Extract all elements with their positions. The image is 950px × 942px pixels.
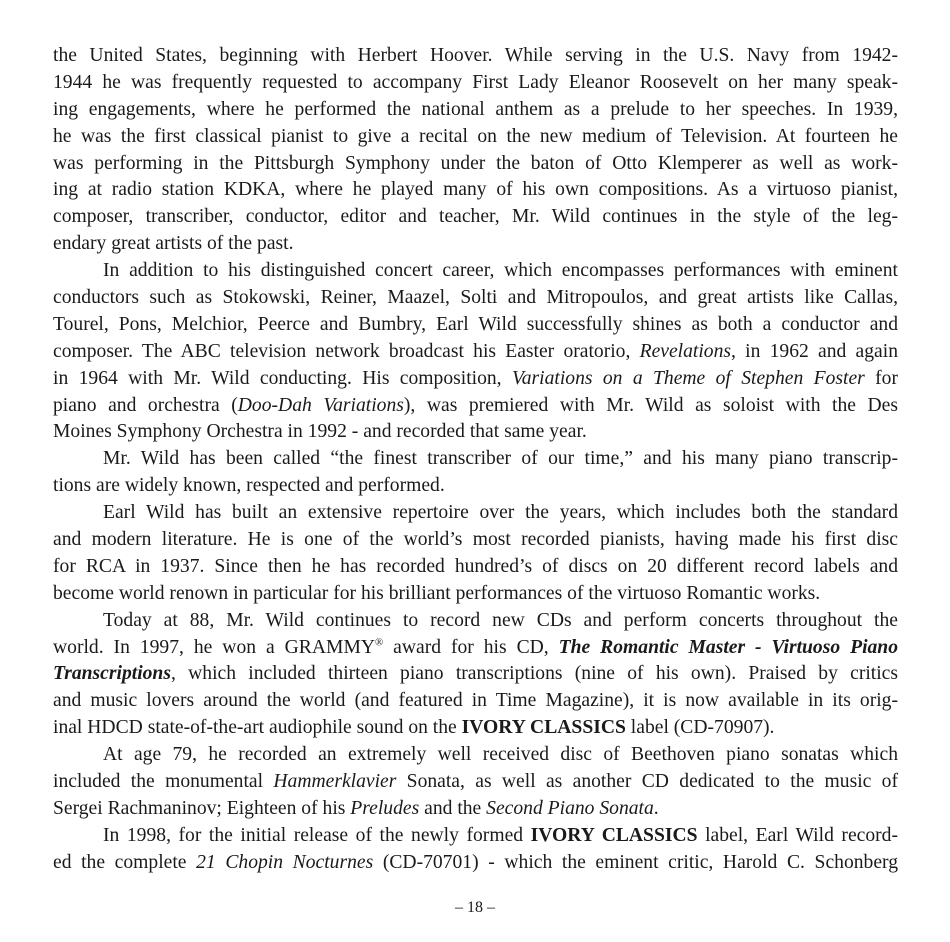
text-run: At age 79, he recorded an extremely well received disc of Beethoven piano sonatas which (103, 744, 898, 766)
italic-title: Preludes (350, 797, 420, 819)
text-run: the United States, beginning with Herbert Hoover. While serving in the U.S. Navy from 1942- (53, 45, 898, 66)
text-run: for (864, 367, 898, 389)
text-line (53, 688, 898, 715)
text-line (53, 231, 898, 258)
bold-text: IVORY CLASSICS (461, 717, 626, 739)
page-number: – 18 – (455, 899, 495, 916)
text-run: composer, transcriber, conductor, editor and teacher, Mr. Wild continues in the style of the leg- (53, 206, 898, 228)
text-run: (CD-70701) - which the eminent critic, Harold C. Schonberg (373, 851, 898, 873)
text-line (53, 285, 898, 312)
text-run: he was the first classical pianist to give a recital on the new medium of Television. At fourteen he (53, 125, 898, 147)
text-line (53, 850, 898, 877)
text-run: ), was premiered with Mr. Wild as soloist with the Des (403, 394, 898, 416)
text-run: ing engagements, where he performed the national anthem as a prelude to her speeches. In 1939, (53, 98, 898, 120)
text-line (53, 581, 898, 608)
text-line (53, 177, 898, 204)
italic-title: Transcriptions (53, 663, 171, 685)
italic-title: Second Piano Sonata (486, 797, 654, 819)
italic-title: Revelations (639, 340, 732, 362)
italic-title: Variations on a Theme of Stephen Foster (511, 367, 865, 389)
text-run: included the monumental (53, 771, 274, 793)
text-run: composer. The ABC television network broadcast his Easter oratorio, (53, 340, 640, 362)
text-run: label (CD-70907). (625, 717, 775, 739)
text-line (53, 151, 898, 178)
bold-text: IVORY CLASSICS (530, 824, 698, 846)
text-line (53, 70, 898, 97)
text-line (53, 43, 898, 70)
text-run: award for his CD, (383, 636, 559, 658)
registered-mark: ® (375, 636, 384, 649)
text-run: and music lovers around the world (and featured in Time Magazine), it is now available in its orig- (53, 690, 898, 712)
italic-title: The Romantic Master - Virtuoso Piano (558, 636, 899, 658)
italic-title: 21 Chopin Nocturnes (196, 851, 374, 873)
text-line (53, 97, 898, 124)
text-line (53, 715, 898, 742)
text-run: In addition to his distinguished concert career, which encompasses performances with eminent (103, 260, 898, 282)
text-line (53, 661, 898, 688)
text-line (53, 473, 898, 500)
text-line (53, 258, 898, 285)
text-run: endary great artists of the past. (53, 233, 294, 255)
text-run: 1944 he was frequently requested to accompany First Lady Eleanor Roosevelt on her many speak- (53, 71, 898, 93)
text-line (53, 608, 898, 635)
text-line (53, 339, 898, 366)
text-run: was performing in the Pittsburgh Symphony under the baton of Otto Klemperer as well as work- (53, 152, 898, 174)
text-line (53, 312, 898, 339)
text-run: , which included thirteen piano transcriptions (nine of his own). Praised by critics (170, 663, 898, 685)
text-run: ed the complete (53, 851, 197, 873)
text-run: Sonata, as well as another CD dedicated to the music of (396, 771, 898, 793)
text-line (53, 446, 898, 473)
text-run: ing at radio station KDKA, where he played many of his own compositions. As a virtuoso pianist, (53, 179, 898, 201)
italic-title: Hammerklavier (273, 771, 397, 793)
text-run: in 1964 with Mr. Wild conducting. His composition, (53, 367, 512, 389)
text-run: Today at 88, Mr. Wild continues to record new CDs and perform concerts throughout the (103, 609, 898, 631)
text-line (53, 500, 898, 527)
text-line (53, 823, 898, 850)
text-line (53, 527, 898, 554)
text-run: Sergei Rachmaninov; Eighteen of his (53, 797, 351, 819)
text-line (53, 635, 898, 662)
text-run: inal HDCD state-of-the-art audiophile sound on the (53, 717, 462, 739)
text-line (53, 796, 898, 823)
text-line (53, 769, 898, 796)
text-line (53, 124, 898, 151)
text-run: and the (419, 797, 487, 819)
text-run: , in 1962 and again (731, 340, 898, 362)
text-run: label, Earl Wild record- (697, 824, 898, 846)
text-run: Moines Symphony Orchestra in 1992 - and recorded that same year. (53, 421, 587, 443)
text-run: become world renown in particular for his brilliant performances of the virtuoso Romantic works. (53, 582, 821, 604)
italic-title: Doo-Dah Variations (237, 394, 404, 416)
text-run: and modern literature. He is one of the world’s most recorded pianists, having made his first disc (53, 529, 898, 551)
text-run: In 1998, for the initial release of the newly formed (103, 824, 531, 846)
text-line (53, 419, 898, 446)
document-body (53, 43, 898, 877)
text-run: Mr. Wild has been called “the finest transcriber of our time,” and his many piano transcrip- (103, 448, 898, 470)
text-run: . (653, 797, 659, 819)
text-run: conductors such as Stokowski, Reiner, Maazel, Solti and Mitropoulos, and great artists like Callas, (53, 287, 898, 309)
text-line (53, 554, 898, 581)
text-line (53, 742, 898, 769)
text-line (53, 393, 898, 420)
text-run: Earl Wild has built an extensive repertoire over the years, which includes both the standard (103, 502, 898, 524)
text-run: tions are widely known, respected and performed. (53, 475, 445, 497)
text-line (53, 204, 898, 231)
text-run: world. In 1997, he won a GRAMMY (53, 636, 376, 658)
text-run: piano and orchestra ( (53, 394, 238, 416)
text-line (53, 366, 898, 393)
text-run: Tourel, Pons, Melchior, Peerce and Bumbry, Earl Wild successfully shines as both a conductor and (53, 313, 898, 335)
text-run: for RCA in 1937. Since then he has recorded hundred’s of discs on 20 different record labels and (53, 555, 898, 577)
